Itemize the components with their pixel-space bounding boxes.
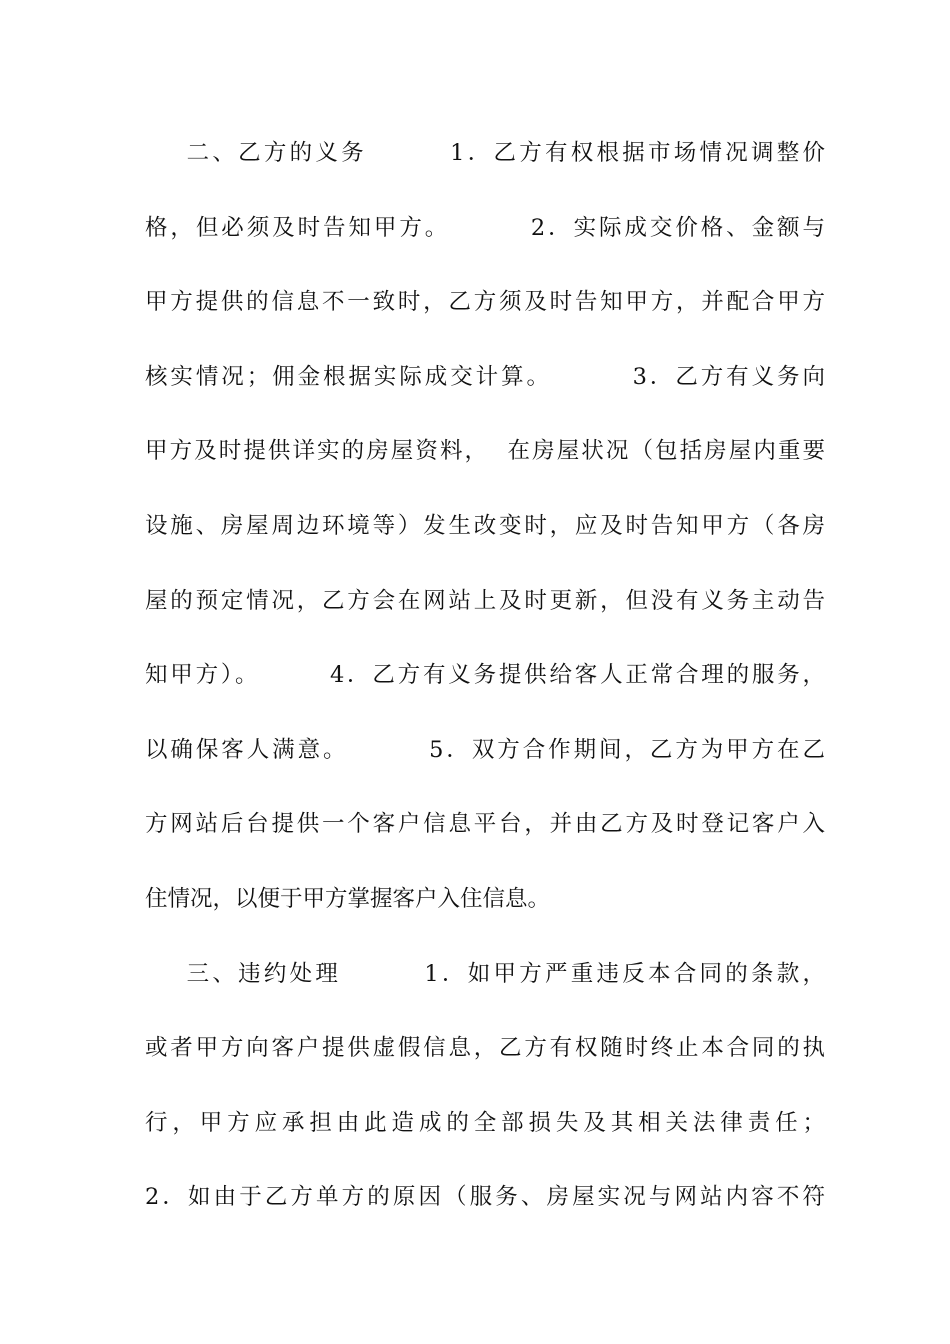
text-line: 甲方及时提供详实的房屋资料， 在房屋状况（包括房屋内重要 xyxy=(145,438,825,465)
text-line: 住情况，以便于甲方掌握客户入住信息。 xyxy=(145,885,551,912)
text-line: 核实情况；佣金根据实际成交计算。 3．乙方有义务向 xyxy=(145,363,825,390)
contract-text-block xyxy=(145,130,825,1249)
text-line: 设施、房屋周边环境等）发生改变时，应及时告知甲方（各房 xyxy=(145,512,825,539)
text-line: 2．如由于乙方单方的原因（服务、房屋实况与网站内容不符 xyxy=(145,1184,825,1211)
text-line: 二、乙方的义务 1．乙方有权根据市场情况调整价 xyxy=(145,140,825,166)
text-line: 三、违约处理 1．如甲方严重违反本合同的条款， xyxy=(145,960,825,987)
text-line: 以确保客人满意。 5．双方合作期间，乙方为甲方在乙 xyxy=(145,736,825,763)
text-line: 知甲方）。 4．乙方有义务提供给客人正常合理的服务， xyxy=(145,662,825,689)
text-line: 甲方提供的信息不一致时，乙方须及时告知甲方，并配合甲方 xyxy=(145,289,825,316)
text-line: 行，甲方应承担由此造成的全部损失及其相关法律责任； xyxy=(145,1109,825,1136)
text-line: 屋的预定情况，乙方会在网站上及时更新，但没有义务主动告 xyxy=(145,587,825,614)
text-line: 格，但必须及时告知甲方。 2．实际成交价格、金额与 xyxy=(145,214,825,241)
text-line: 或者甲方向客户提供虚假信息，乙方有权随时终止本合同的执 xyxy=(145,1035,825,1062)
text-line: 方网站后台提供一个客户信息平台，并由乙方及时登记客户入 xyxy=(145,811,825,838)
